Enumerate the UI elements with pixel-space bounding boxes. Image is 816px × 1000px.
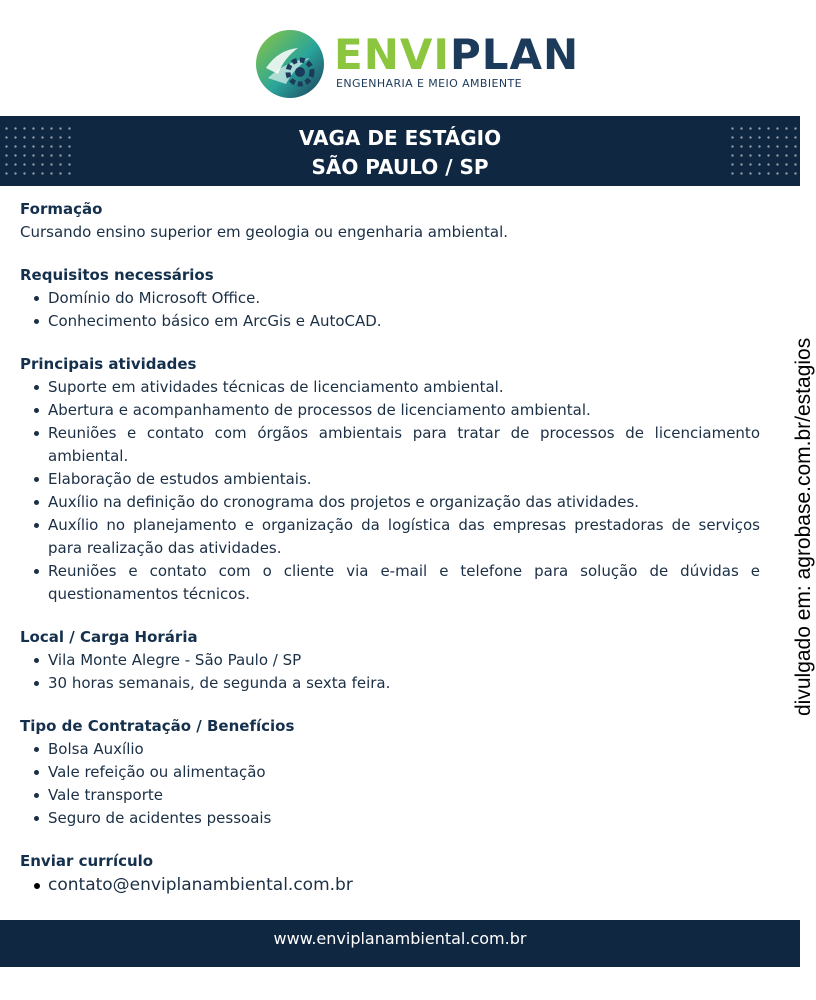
section-heading: Tipo de Contratação / Benefícios: [20, 717, 295, 735]
list-item: Auxílio na definição do cronograma dos projetos e organização das atividades.: [48, 491, 760, 514]
section-atividades: [20, 353, 760, 606]
brand-tagline: ENGENHARIA E MEIO AMBIENTE: [336, 77, 522, 90]
page-subtitle-location: SÃO PAULO / SP: [311, 155, 489, 179]
section-curriculo: [20, 850, 760, 897]
source-watermark: divulgado em: agrobase.com.br/estagios: [792, 337, 815, 716]
list-item: Vila Monte Alegre - São Paulo / SP: [48, 649, 760, 672]
list-item: Reuniões e contato com o cliente via e-mail e telefone para solução de dúvidas e questionamentos técnicos.: [48, 560, 760, 606]
bullet-list: [20, 287, 760, 333]
website-url: www.enviplanambiental.com.br: [273, 929, 527, 948]
list-item: Suporte em atividades técnicas de licenciamento ambiental.: [48, 376, 760, 399]
list-item: Abertura e acompanhamento de processos de licenciamento ambiental.: [48, 399, 760, 422]
section-formacao: [20, 198, 760, 244]
list-item: Conhecimento básico em ArcGis e AutoCAD.: [48, 310, 760, 333]
footer-bar: [0, 920, 800, 967]
page-title: VAGA DE ESTÁGIO: [298, 126, 502, 150]
enviplan-logo-icon: [254, 28, 326, 100]
list-item: Vale refeição ou alimentação: [48, 761, 760, 784]
list-item: Bolsa Auxílio: [48, 738, 760, 761]
list-item: Vale transporte: [48, 784, 760, 807]
job-description: [20, 198, 760, 917]
contact-email: contato@enviplanambiental.com.br: [48, 873, 760, 897]
list-item: Domínio do Microsoft Office.: [48, 287, 760, 310]
bullet-list: [20, 649, 760, 695]
section-heading: Requisitos necessários: [20, 266, 214, 284]
list-item: Elaboração de estudos ambientais.: [48, 468, 760, 491]
section-heading: Local / Carga Horária: [20, 628, 198, 646]
section-requisitos: [20, 264, 760, 333]
list-item: 30 horas semanais, de segunda a sexta feira.: [48, 672, 760, 695]
bullet-list: [20, 738, 760, 830]
section-local: [20, 626, 760, 695]
section-text: Cursando ensino superior em geologia ou engenharia ambiental.: [20, 223, 509, 241]
title-banner: [0, 116, 800, 186]
section-contratacao: [20, 715, 760, 830]
list-item: Reuniões e contato com órgãos ambientais para tratar de processos de licenciamento ambiental.: [48, 422, 760, 468]
list-item: Seguro de acidentes pessoais: [48, 807, 760, 830]
bullet-list: [20, 376, 760, 606]
section-heading: Formação: [20, 200, 103, 218]
brand-name-part2: PLAN: [449, 30, 580, 79]
brand-name: [334, 32, 579, 78]
list-item: Auxílio no planejamento e organização da logística das empresas prestadoras de serviços para realização das atividades.: [48, 514, 760, 560]
section-heading: Enviar currículo: [20, 852, 154, 870]
bullet-list: [20, 873, 760, 897]
company-logo: [254, 28, 580, 102]
section-heading: Principais atividades: [20, 355, 197, 373]
brand-name-part1: ENVI: [334, 30, 450, 79]
